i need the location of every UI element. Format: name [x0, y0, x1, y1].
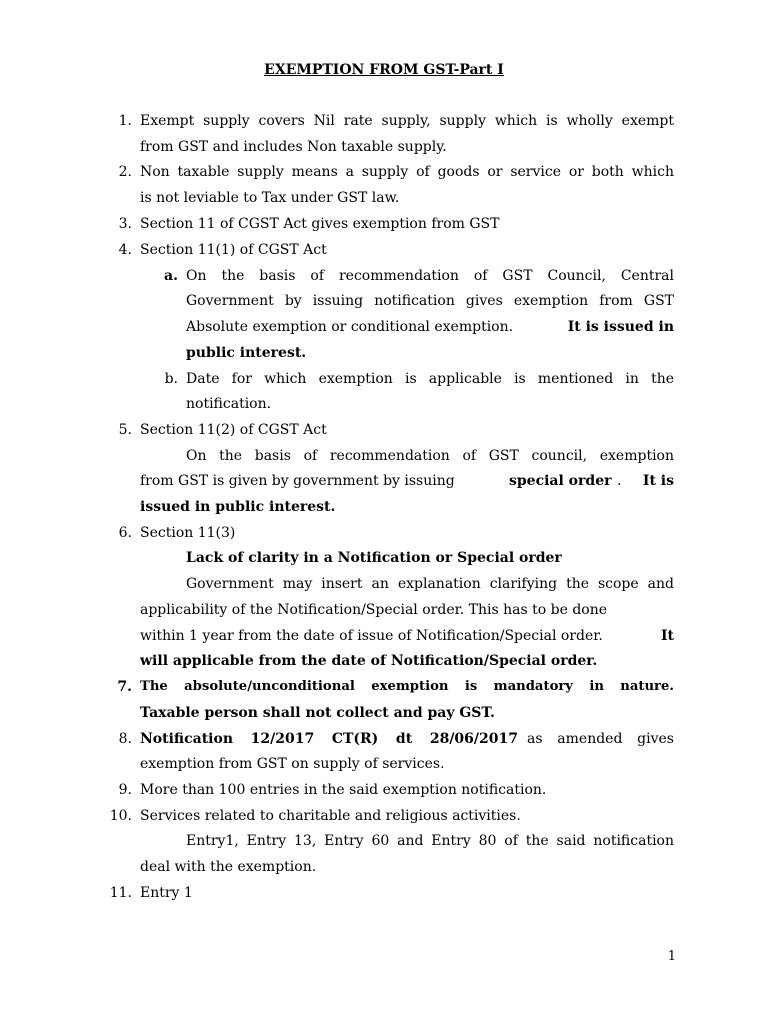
item-line: Date for which exemption is applicable is mentioned in the — [186, 371, 674, 387]
item-line: Section 11(1) of CGST Act — [140, 242, 327, 258]
page-number: 1 — [667, 949, 676, 964]
item-line: from GST is given by government by issuing — [140, 473, 455, 489]
item-line: notification. — [186, 396, 272, 412]
item-line: deal with the exemption. — [140, 859, 317, 875]
document-title: EXEMPTION FROM GST-Part I — [264, 62, 504, 78]
item-line: Section 11(3) — [140, 525, 236, 541]
bold-phrase: special order — [509, 473, 612, 489]
item-number: 8. — [118, 731, 132, 747]
item-number: 9. — [118, 782, 132, 798]
sub-item-label: b. — [164, 371, 178, 387]
item-line: On the basis of recommendation of GST council, exemption — [186, 448, 674, 464]
item-number: 11. — [109, 885, 132, 901]
item-line: Section 11 of CGST Act gives exemption from GST — [140, 216, 500, 232]
item-line: Entry1, Entry 13, Entry 60 and Entry 80 of the said notification — [186, 833, 674, 849]
bold-phrase: public interest. — [186, 345, 307, 361]
item-line: exemption from GST on supply of services. — [140, 756, 445, 772]
bold-phrase: will applicable from the date of Notification/Special order. — [140, 653, 598, 669]
item-line: is not leviable to Tax under GST law. — [140, 190, 400, 206]
item-line: from GST and includes Non taxable supply. — [140, 139, 447, 155]
bold-phrase: Taxable person shall not collect and pay GST. — [140, 705, 495, 721]
item-line: More than 100 entries in the said exemption notification. — [140, 782, 547, 798]
item-line: Non taxable supply means a supply of goods or service or both which — [140, 164, 674, 180]
bold-phrase: It is — [642, 473, 674, 489]
item-line: Section 11(2) of CGST Act — [140, 422, 327, 438]
item-line: . — [617, 473, 622, 489]
bold-phrase: It is issued in — [567, 319, 674, 335]
item-line: Government by issuing notification gives exemption from GST — [186, 293, 674, 309]
item-line: Government may insert an explanation clarifying the scope and — [186, 576, 674, 592]
item-number: 6. — [118, 525, 132, 541]
bold-phrase: Notification 12/2017 CT(R) dt 28/06/2017 — [140, 731, 518, 747]
item-line: Absolute exemption or conditional exemption. — [186, 319, 514, 335]
item-number: 4. — [118, 242, 132, 258]
item-number: 2. — [118, 164, 132, 180]
item-line: Exempt supply covers Nil rate supply, supply which is wholly exempt — [140, 113, 674, 129]
bold-heading: Lack of clarity in a Notification or Special order — [186, 550, 562, 566]
item-line: within 1 year from the date of issue of Notification/Special order. — [140, 628, 603, 644]
item-number: 3. — [118, 216, 132, 232]
bold-phrase: issued in public interest. — [140, 499, 336, 515]
item-number: 1. — [118, 113, 132, 129]
item-line: applicability of the Notification/Special order. This has to be done — [140, 602, 608, 618]
bold-phrase: The absolute/unconditional exemption is mandatory in nature. — [140, 679, 674, 694]
item-number: 5. — [118, 422, 132, 438]
item-line: Entry 1 — [140, 885, 193, 901]
item-number: 10. — [109, 808, 132, 824]
item-number: 7. — [117, 679, 132, 695]
item-line: On the basis of recommendation of GST Council, Central — [186, 268, 674, 284]
item-line: Services related to charitable and religious activities. — [140, 808, 521, 824]
item-line: as amended gives — [527, 731, 674, 747]
sub-item-label: a. — [164, 268, 178, 284]
bold-phrase: It — [660, 628, 674, 644]
